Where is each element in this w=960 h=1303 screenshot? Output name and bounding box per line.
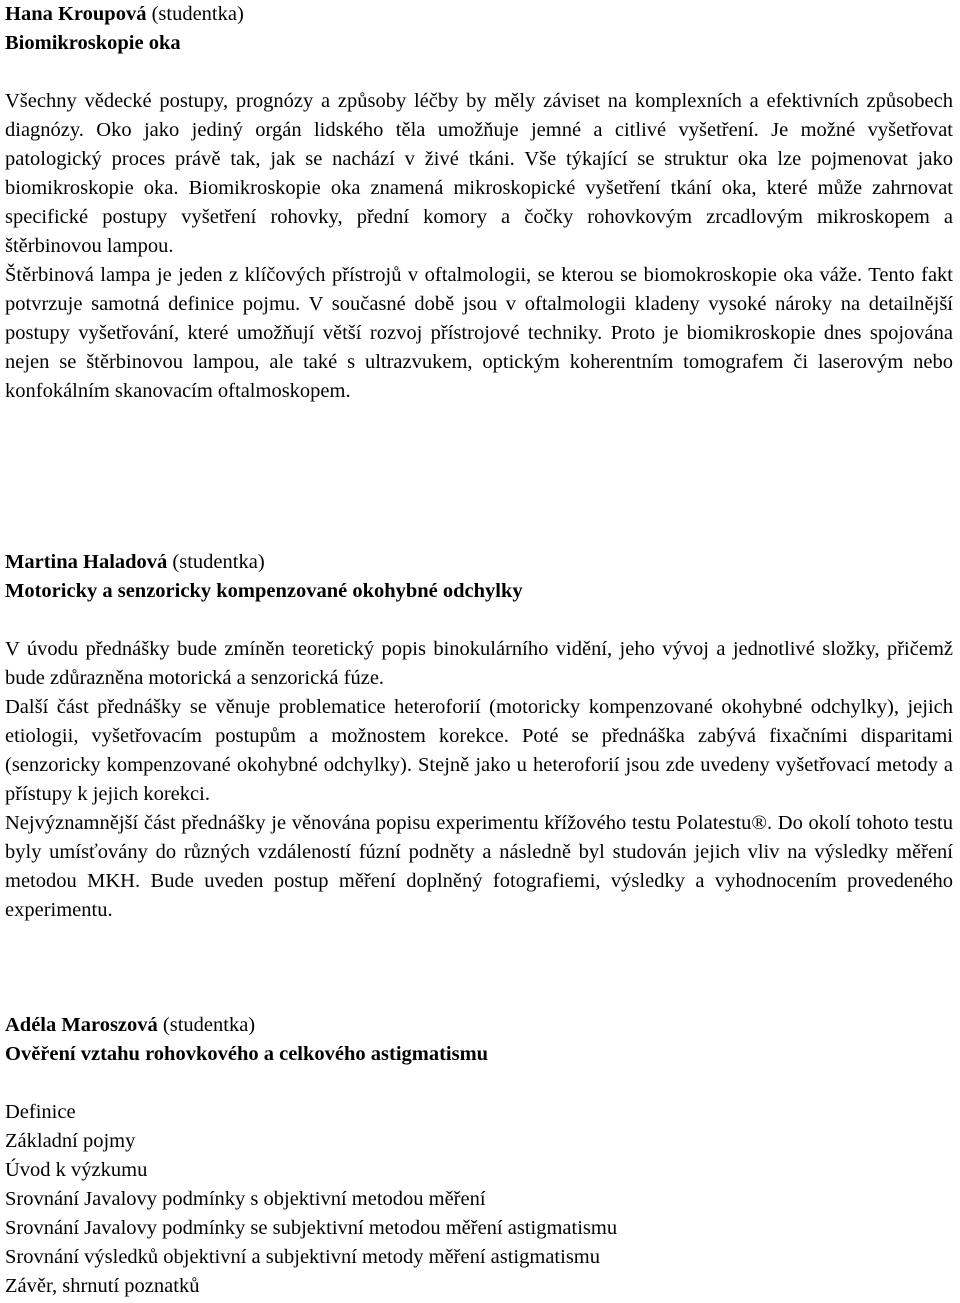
abstract-title: Ověření vztahu rohovkového a celkového astigmatismu <box>5 1043 489 1065</box>
abstract-title: Biomikroskopie oka <box>5 32 181 54</box>
outline-item: Definice <box>5 1101 76 1123</box>
author-name: Martina Haladová <box>5 551 168 573</box>
abstract-paragraph: Štěrbinová lampa je jeden z klíčových přístrojů v oftalmologii, se kterou se biomokroskopie oka váže. Tento fakt potvrzuje samotná definice pojmu. V současné době jsou v oftalmologii kladeny vysoké nároky na detailnější postupy vyšetřování, které umožňují větší rozvoj přístrojové techniky. Proto je biomikroskopie dnes spojována nejen se štěrbinovou lampou, ale také s ultrazvukem, optickým koherentním tomografem či laserovým nebo konfokálním skanovacím oftalmoskopem. <box>5 264 953 402</box>
abstract-title: Motoricky a senzoricky kompenzované okohybné odchylky <box>5 580 523 602</box>
outline-item: Závěr, shrnutí poznatků <box>5 1275 200 1297</box>
outline-item: Úvod k výzkumu <box>5 1159 148 1181</box>
author-role: (studentka) <box>172 551 265 573</box>
abstract-paragraph: Další část přednášky se věnuje problematice heteroforií (motoricky kompenzované okohybné odchylky), jejich etiologii, vyšetřovacím postupům a možnostem korekce. Poté se přednáška zabývá fixačními disparitami (senzoricky kompenzované okohybné odchylky). Stejně jako u heteroforií jsou zde uvedeny vyšetřovací metody a přístupy k jejich korekci. <box>5 696 953 805</box>
abstract-section-3 <box>5 1011 953 1301</box>
author-name: Hana Kroupová <box>5 3 147 25</box>
outline-item: Srovnání Javalovy podmínky s objektivní metodou měření <box>5 1188 486 1210</box>
author-line <box>5 1011 953 1040</box>
abstract-section-1 <box>5 0 953 406</box>
author-role: (studentka) <box>162 1014 256 1036</box>
abstract-section-2 <box>5 548 953 925</box>
abstract-paragraph: Nejvýznamnější část přednášky je věnována popisu experimentu křížového testu Polatestu®. Do okolí tohoto testu byly umísťovány do různých vzdáleností fúzní podněty a následně byl studován jejich vliv na výsledky měření metodou MKH. Bude uveden postup měření doplněný fotografiemi, výsledky a vyhodnocením provedeného experimentu. <box>5 812 953 921</box>
abstract-paragraph: V úvodu přednášky bude zmíněn teoretický popis binokulárního vidění, jeho vývoj a jednotlivé složky, přičemž bude zdůrazněna motorická a senzorická fúze. <box>5 638 953 689</box>
author-role: (studentka) <box>151 3 244 25</box>
outline-item: Základní pojmy <box>5 1130 136 1152</box>
author-line <box>5 0 953 29</box>
author-name: Adéla Maroszová <box>5 1014 158 1036</box>
outline-item: Srovnání Javalovy podmínky se subjektivní metodou měření astigmatismu <box>5 1217 618 1239</box>
author-line <box>5 548 953 577</box>
abstract-paragraph: Všechny vědecké postupy, prognózy a způsoby léčby by měly záviset na komplexních a efektivních způsobech diagnózy. Oko jako jediný orgán lidského těla umožňuje jemné a citlivé vyšetření. Je možné vyšetřovat patologický proces právě tak, jak se nachází v živé tkáni. Vše týkající se struktur oka lze pojmenovat jako biomikroskopie oka. Biomikroskopie oka znamená mikroskopické vyšetření tkání oka, které může zahrnovat specifické postupy vyšetření rohovky, přední komory a čočky rohovkovým zrcadlovým mikroskopem a štěrbinovou lampou. <box>5 90 953 257</box>
outline-item: Srovnání výsledků objektivní a subjektivní metody měření astigmatismu <box>5 1246 600 1268</box>
